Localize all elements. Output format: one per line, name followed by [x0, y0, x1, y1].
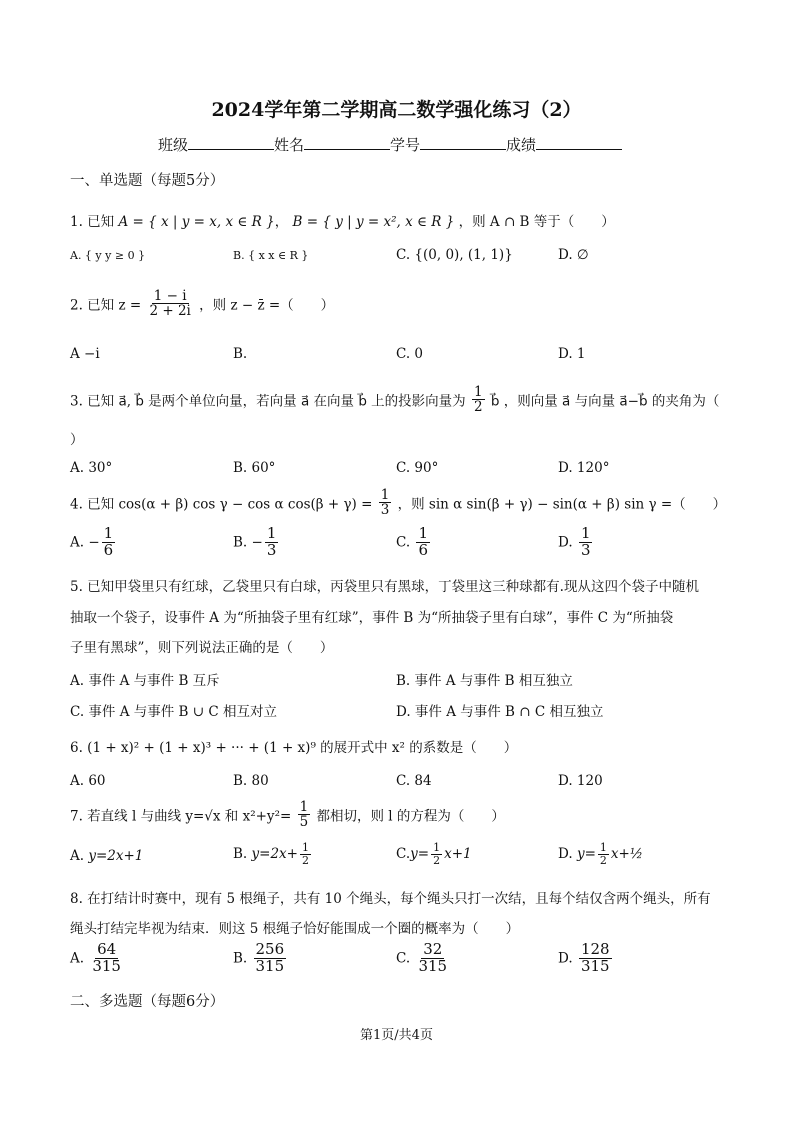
q5-option-a[interactable]: A. 事件 A 与事件 B 互斥 — [70, 673, 220, 689]
q2-option-b[interactable]: B. — [233, 346, 248, 362]
q7-c-fraction — [431, 842, 442, 866]
q3-option-d[interactable]: D. 120° — [558, 460, 610, 476]
q3-option-b[interactable]: B. 60° — [233, 460, 276, 476]
q4-a-sign: − — [88, 534, 100, 551]
score-label: 成绩 — [506, 136, 537, 154]
class-label: 班级 — [158, 136, 189, 154]
q7-fraction — [298, 800, 311, 829]
number-label: 学号 — [390, 136, 421, 154]
q3-fraction — [472, 385, 485, 414]
q8-d-num: 128 — [580, 940, 610, 958]
class-blank — [188, 135, 274, 150]
q2-frac-num: 1 − i — [153, 288, 187, 304]
q2-option-d[interactable]: D. 1 — [558, 346, 586, 362]
q2-prefix: 2. 已知 z = — [70, 297, 142, 314]
q4-option-c[interactable] — [396, 526, 432, 559]
q3-frac-den: 2 — [473, 399, 483, 416]
q7-d-fraction — [598, 842, 609, 866]
q8-a-num: 64 — [97, 940, 117, 958]
q4-b-fraction — [265, 526, 279, 559]
q3-option-c[interactable]: C. 90° — [396, 460, 439, 476]
q2-option-a[interactable]: A −i — [70, 346, 100, 362]
q4-a-fraction — [102, 526, 116, 559]
q1-option-d[interactable]: D. ∅ — [558, 247, 589, 263]
question-4 — [70, 488, 726, 517]
section-multiple-choice: 二、多选题（每题6分） — [70, 994, 225, 1010]
q7-d-post: x+½ — [610, 846, 643, 863]
q2-frac-den: 2 + 2i — [149, 303, 191, 320]
q7-prefix: 7. 若直线 l 与曲线 y=√x 和 x²+y²= — [70, 808, 292, 825]
q5-option-c[interactable]: C. 事件 A 与事件 B ∪ C 相互对立 — [70, 704, 277, 720]
q4-frac-den: 3 — [380, 502, 390, 519]
q8-b-num: 256 — [255, 940, 285, 958]
q8-a-den: 315 — [92, 956, 121, 975]
q7-b-fraction — [300, 842, 311, 866]
q4-c-num: 1 — [418, 524, 428, 542]
q7-b-pre: y=2x+ — [251, 846, 298, 863]
q4-a-den: 6 — [103, 540, 114, 559]
q6-option-b[interactable]: B. 80 — [233, 773, 269, 789]
q4-a-label: A. — [70, 534, 85, 551]
q7-d-pre: y= — [576, 846, 596, 863]
page-footer: 第1页/共4页 — [360, 1028, 433, 1043]
q8-c-den: 315 — [418, 956, 448, 975]
q6-option-d[interactable]: D. 120 — [558, 773, 603, 789]
q4-option-d[interactable] — [558, 526, 594, 559]
q8-c-fraction — [416, 942, 449, 975]
q1-option-c[interactable]: C. {(0, 0), (1, 1)} — [396, 247, 513, 263]
q4-b-sign: − — [251, 534, 263, 551]
q1-comma: ， — [274, 214, 289, 230]
q7-suffix: 都相切，则 l 的方程为（ ） — [316, 808, 505, 825]
q7-option-c[interactable] — [396, 842, 472, 866]
q7-d-num: 1 — [599, 841, 607, 854]
q1-option-a[interactable]: A. { y y ≥ 0 } — [70, 249, 146, 262]
q7-frac-den: 5 — [299, 814, 309, 831]
q7-d-label: D. — [558, 846, 573, 863]
q1-suffix: ，则 A ∩ B 等于（ ） — [458, 214, 615, 230]
q7-c-pre: y= — [410, 846, 430, 863]
question-7 — [70, 800, 505, 829]
q8-b-den: 315 — [255, 956, 285, 975]
q5-line-1: 5. 已知甲袋里只有红球，乙袋里只有白球，丙袋里只有黑球，丁袋里这三种球都有.现从这四个袋子中随机 — [70, 579, 699, 595]
q8-c-num: 32 — [423, 940, 443, 958]
q7-option-a[interactable] — [70, 848, 143, 864]
q7-option-d[interactable] — [558, 842, 643, 866]
q1-prefix: 1. 已知 — [70, 214, 115, 230]
q3-line-2: ） — [70, 432, 84, 448]
question-3 — [70, 385, 719, 414]
q4-option-b[interactable] — [233, 526, 280, 559]
q7-c-num: 1 — [433, 841, 441, 854]
name-label: 姓名 — [274, 136, 305, 154]
q5-line-3: 子里有黑球”，则下列说法正确的是（ ） — [70, 640, 334, 656]
q7-a-label: A. — [70, 848, 85, 864]
name-blank — [304, 135, 390, 150]
q4-suffix: ，则 sin α sin(β + γ) − sin(α + β) sin γ =（ ） — [397, 496, 727, 513]
q4-c-label: C. — [396, 534, 411, 551]
q5-option-b[interactable]: B. 事件 A 与事件 B 相互独立 — [396, 673, 573, 689]
q7-b-den: 2 — [301, 853, 309, 867]
question-1 — [70, 210, 615, 230]
q2-suffix: ，则 z − z̄ =（ ） — [199, 297, 335, 314]
q7-c-label: C. — [396, 846, 411, 863]
q5-option-d[interactable]: D. 事件 A 与事件 B ∩ C 相互独立 — [396, 704, 604, 720]
page-title: 2024学年第二学期高二数学强化练习（2） — [211, 99, 582, 121]
q7-b-label: B. — [233, 846, 248, 863]
q8-d-fraction — [579, 942, 612, 975]
q3-frac-num: 1 — [473, 384, 483, 400]
q7-c-den: 2 — [433, 853, 441, 867]
q7-b-num: 1 — [301, 841, 309, 854]
q8-option-b[interactable] — [233, 942, 288, 975]
q4-frac-num: 1 — [380, 487, 390, 503]
q8-option-a[interactable] — [70, 942, 125, 975]
q8-d-label: D. — [558, 950, 573, 967]
q4-d-num: 1 — [580, 524, 591, 542]
q6-option-a[interactable]: A. 60 — [70, 773, 106, 789]
question-2 — [70, 289, 334, 318]
q7-c-post: x+1 — [444, 846, 472, 863]
q4-d-label: D. — [558, 534, 573, 551]
q1-set-b: B = { y | y = x², x ∈ R } — [292, 214, 455, 230]
question-6: 6. (1 + x)² + (1 + x)³ + ··· + (1 + x)⁹ 的展开式中 x² 的系数是（ ） — [70, 740, 518, 756]
q8-line-2: 绳头打结完毕视为结束．则这 5 根绳子恰好能围成一个圈的概率为（ ） — [70, 921, 520, 937]
q7-frac-num: 1 — [299, 799, 309, 815]
q1-set-a: A = { x | y = x, x ∈ R } — [118, 214, 275, 230]
number-blank — [420, 135, 506, 150]
section-single-choice: 一、单选题（每题5分） — [70, 173, 225, 189]
q8-option-d[interactable] — [558, 942, 614, 975]
q8-a-fraction — [90, 942, 123, 975]
q4-b-num: 1 — [266, 524, 277, 542]
q8-b-label: B. — [233, 950, 248, 967]
q4-fraction — [379, 488, 392, 517]
q7-a-text: y=2x+1 — [88, 848, 144, 864]
q4-option-a[interactable] — [70, 526, 117, 559]
q6-option-c[interactable]: C. 84 — [396, 773, 432, 789]
q4-a-num: 1 — [103, 524, 114, 542]
q4-d-fraction — [579, 526, 593, 559]
q7-option-b[interactable] — [233, 842, 313, 866]
q7-d-den: 2 — [599, 853, 607, 867]
q2-option-c[interactable]: C. 0 — [396, 346, 424, 362]
student-info-line — [158, 134, 622, 155]
q4-c-fraction — [416, 526, 430, 559]
q8-option-c[interactable] — [396, 942, 451, 975]
q3-text-a: 3. 已知 a⃗, b⃗ 是两个单位向量，若向量 a⃗ 在向量 b⃗ 上的投影向量为 — [70, 393, 466, 410]
q3-option-a[interactable]: A. 30° — [70, 460, 113, 476]
q4-c-den: 6 — [418, 540, 428, 559]
score-blank — [536, 135, 622, 150]
q1-option-b[interactable]: B. { x x ∈ R } — [233, 249, 309, 262]
q3-text-b: b⃗ ，则向量 a⃗ 与向量 a⃗−b⃗ 的夹角为（ — [490, 393, 720, 410]
q4-b-den: 3 — [266, 540, 277, 559]
q8-d-den: 315 — [580, 956, 610, 975]
q8-line-1: 8. 在打结计时赛中，现有 5 根绳子，共有 10 个绳头，每个绳头只打一次结，且每个结仅含两个绳头，所有 — [70, 891, 711, 907]
q4-prefix: 4. 已知 cos(α + β) cos γ − cos α cos(β + γ) = — [70, 496, 373, 513]
q8-c-label: C. — [396, 950, 411, 967]
q8-b-fraction — [254, 942, 287, 975]
q4-d-den: 3 — [580, 540, 591, 559]
q2-fraction — [147, 289, 192, 318]
q4-b-label: B. — [233, 534, 248, 551]
q8-a-label: A. — [70, 950, 85, 967]
q5-line-2: 抽取一个袋子，设事件 A 为“所抽袋子里有红球”，事件 B 为“所抽袋子里有白球”，事件 C 为“所抽袋 — [70, 610, 674, 626]
